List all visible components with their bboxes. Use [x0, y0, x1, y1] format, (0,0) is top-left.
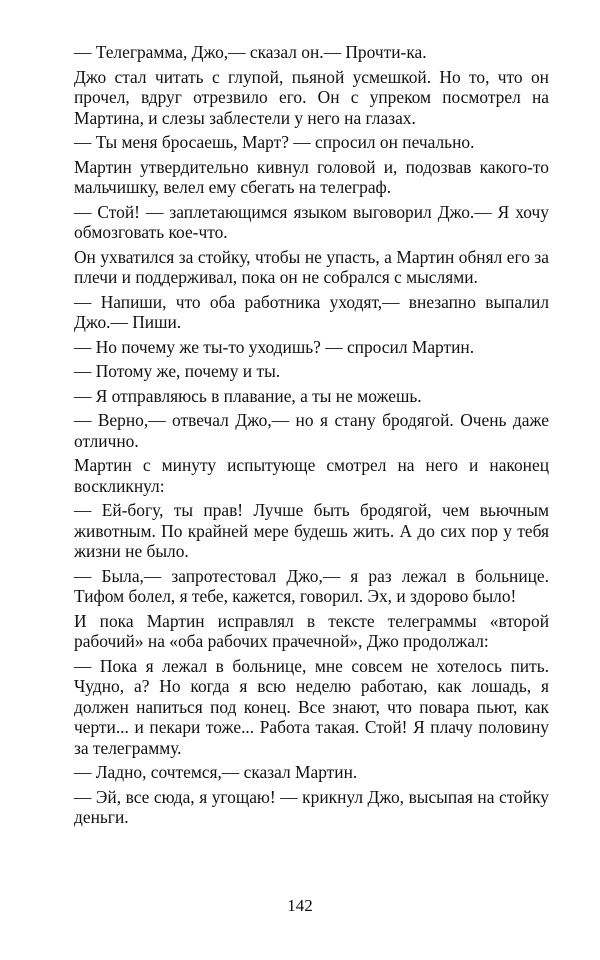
page-text	[74, 42, 549, 832]
paragraph: Джо стал читать с глупой, пьяной усмешкой. Но то, что он прочел, вдруг отрезвило его. Он с упреком посмотрел на Мартина, и слезы заблестели у него на глазах.	[74, 66, 549, 128]
paragraph: — Телеграмма, Джо,— сказал он.— Прочти-ка.	[74, 42, 427, 62]
paragraph: — Ладно, сочтемся,— сказал Мартин.	[74, 762, 358, 782]
paragraph: — Пока я лежал в больнице, мне совсем не хотелось пить. Чудно, а? Но когда я всю неделю работаю, как лошадь, я должен напиться под конец. Все знают, что повара пьют, как черти... и пекари тоже... Работа такая. Стой! Я плачу половину за телеграмму.	[74, 655, 549, 758]
paragraph: — Стой! — заплетающимся языком выговорил Джо.— Я хочу обмозговать кое-что.	[74, 201, 549, 242]
paragraph: — Но почему же ты-то уходишь? — спросил Мартин.	[74, 336, 475, 357]
paragraph: — Верно,— отвечал Джо,— но я стану бродягой. Очень даже отлично.	[74, 410, 549, 451]
paragraph: Мартин утвердительно кивнул головой и, подозвав какого-то мальчишку, велел ему сбегать на телеграф.	[74, 156, 549, 197]
paragraph: — Я отправляюсь в плавание, а ты не можешь.	[74, 385, 422, 406]
paragraph: — Напиши, что оба работника уходят,— внезапно выпалил Джо.— Пиши.	[74, 291, 549, 332]
paragraph: Мартин с минуту испытующе смотрел на него и наконец воскликнул:	[74, 455, 549, 496]
paragraph: Он ухватился за стойку, чтобы не упасть, а Мартин обнял его за плечи и поддерживал, пока он не собрался с мыслями.	[74, 246, 549, 287]
page-number: 142	[287, 896, 313, 915]
paragraph: — Была,— запротестовал Джо,— я раз лежал в больнице. Тифом болел, я тебе, кажется, говорил. Эх, и здорово было!	[74, 565, 549, 606]
paragraph: И пока Мартин исправлял в тексте телеграммы «второй рабочий» на «оба рабочих прачечной», Джо продолжал:	[74, 610, 549, 651]
paragraph: — Ей-богу, ты прав! Лучше быть бродягой, чем вьючным животным. По крайней мере будешь жить. А до сих пор у тебя жизни не было.	[74, 500, 549, 561]
paragraph: — Ты меня бросаешь, Март? — спросил он печально.	[74, 132, 475, 152]
paragraph: — Эй, все сюда, я угощаю! — крикнул Джо, высыпая на стойку деньги.	[74, 786, 549, 827]
paragraph: — Потому же, почему и ты.	[74, 361, 281, 381]
